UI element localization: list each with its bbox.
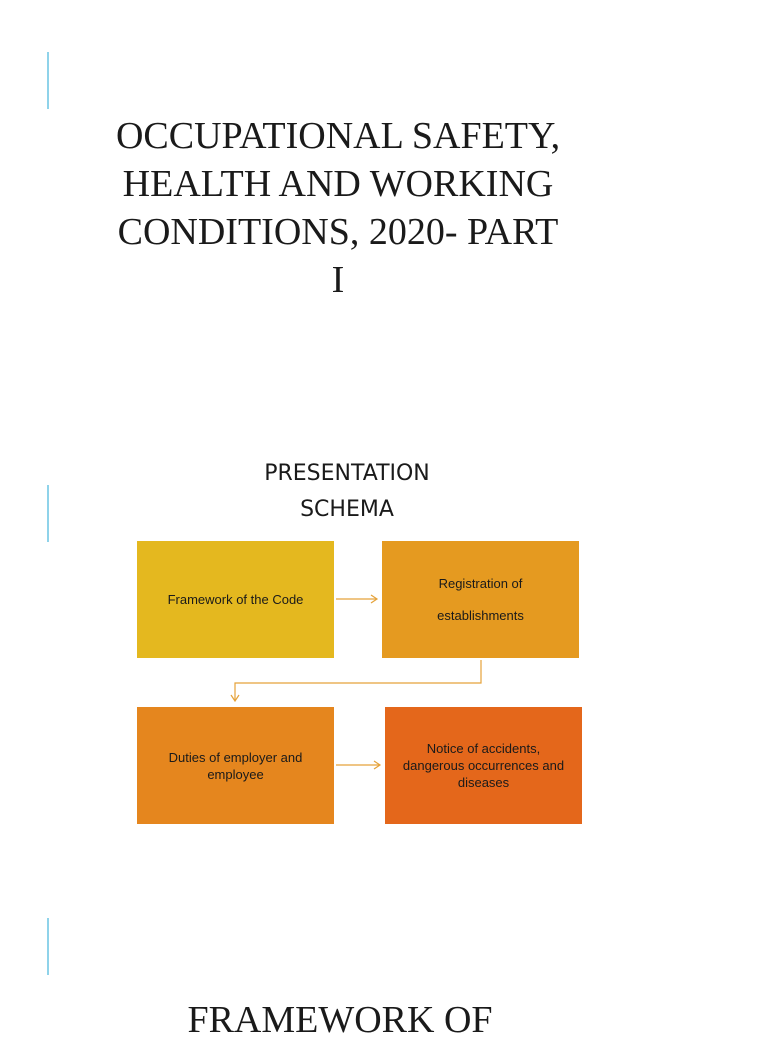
slide2-title: PRESENTATION SCHEMA — [264, 461, 430, 522]
slide3-title: FRAMEWORK OF — [187, 999, 493, 1041]
slide3-accent-bar — [47, 918, 49, 975]
schema-box-duties: Duties of employer and employee — [137, 707, 334, 824]
slide1-title: OCCUPATIONAL SAFETY, HEALTH AND WORKING CONDITIONS, 2020- PART I — [115, 115, 561, 301]
schema-box-registration: Registration of establishments — [382, 541, 579, 658]
schema-box-notice: Notice of accidents, dangerous occurrences and diseases — [385, 707, 582, 824]
arrow-registration-to-duties — [235, 660, 481, 701]
schema-box-framework: Framework of the Code — [137, 541, 334, 658]
